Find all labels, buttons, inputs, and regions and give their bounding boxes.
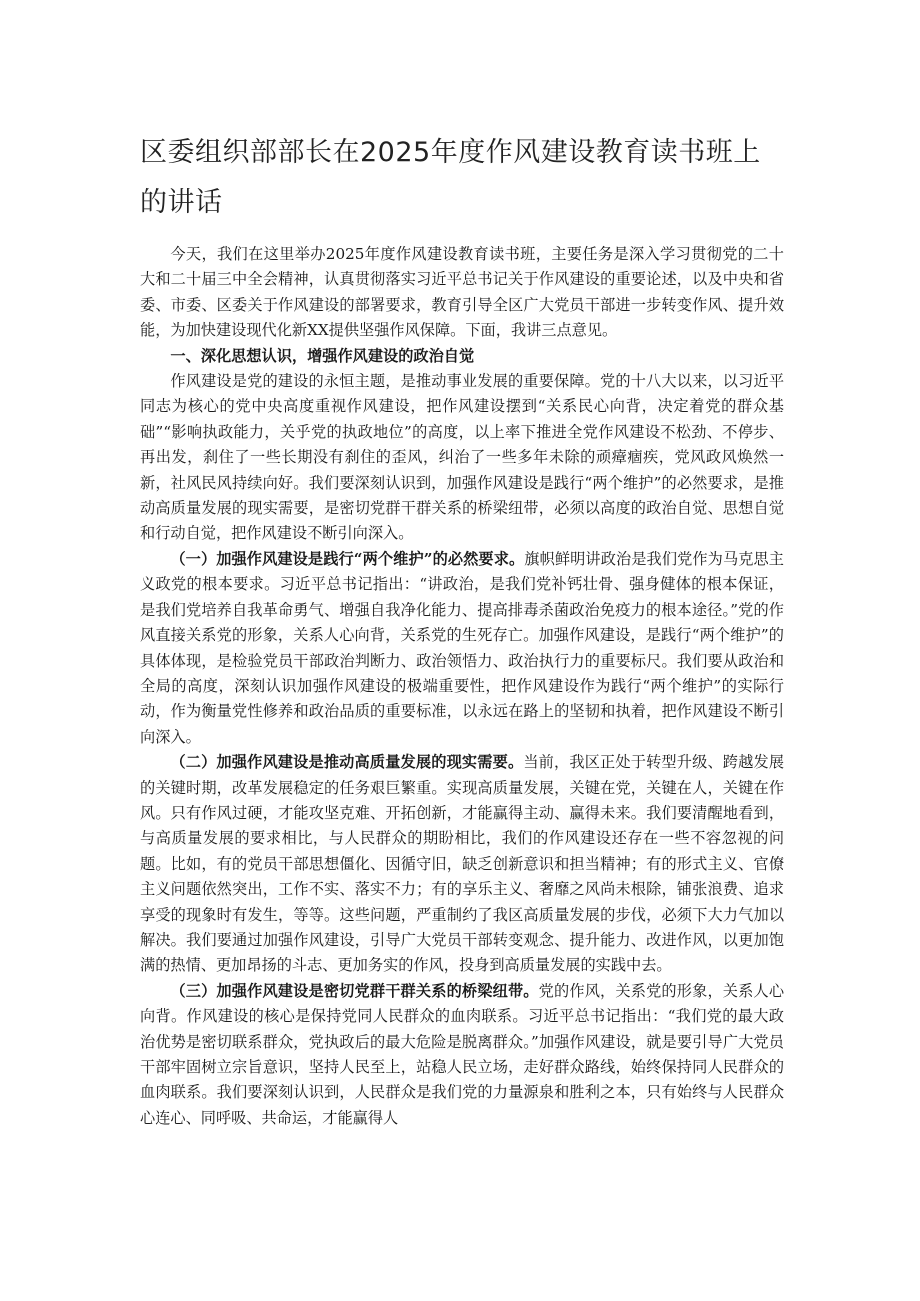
document-title: 区委组织部部长在2025年度作风建设教育读书班上的讲话 (140, 137, 761, 218)
section-1-heading: 一、深化思想认识，增强作风建设的政治自觉 (170, 346, 475, 365)
document-body (140, 242, 784, 1131)
point-3-paragraph (140, 979, 784, 1131)
point-1-paragraph (140, 547, 784, 750)
point-2-paragraph (140, 750, 784, 979)
point-1-lead: （一）加强作风建设是践行“两个维护”的必然要求。 (170, 549, 525, 568)
point-3-text: 党的作风，关系党的形象，关系人心向背。作风建设的核心是保持党同人民群众的血肉联系。习近平总书记指出：“我们党的最大政治优势是密切联系群众，党执政后的最大危险是脱离群众。”加强作风建设，就是要引导广大党员干部牢固树立宗旨意识，坚持人民至上，站稳人民立场，走好群众路线，始终保持同人民群众的血肉联系。我们要深刻认识到，人民群众是我们党的力量源泉和胜利之本，只有始终与人民群众心连心、同呼吸、共命运，才能赢得人 (140, 981, 785, 1127)
point-1-text: 旗帜鲜明讲政治是我们党作为马克思主义政党的根本要求。习近平总书记指出：“讲政治，是我们党补钙壮骨、强身健体的根本保证，是我们党培养自我革命勇气、增强自我净化能力、提高排毒杀菌政治免疫力的根本途径。”党的作风直接关系党的形象，关系人心向背，关系党的生死存亡。加强作风建设，是践行“两个维护”的具体体现，是检验党员干部政治判断力、政治领悟力、政治执行力的重要标尺。我们要从政治和全局的高度，深刻认识加强作风建设的极端重要性，把作风建设作为践行“两个维护”的实际行动，作为衡量党性修养和政治品质的重要标准，以永远在路上的坚韧和执着，把作风建设不断引向深入。 (140, 549, 784, 746)
intro-paragraph: 今天，我们在这里举办2025年度作风建设教育读书班，主要任务是深入学习贯彻党的二十大和二十届三中全会精神，认真贯彻落实习近平总书记关于作风建设的重要论述，以及中央和省委、市委、区委关于作风建设的部署要求，教育引导全区广大党员干部进一步转变作风、提升效能，为加快建设现代化新XX提供坚强作风保障。下面，我讲三点意见。 (140, 245, 784, 340)
point-2-text: 当前，我区正处于转型升级、跨越发展的关键时期，改革发展稳定的任务艰巨繁重。实现高质量发展，关键在党，关键在人，关键在作风。只有作风过硬，才能攻坚克难、开拓创新，才能赢得主动、赢得未来。我们要清醒地看到，与高质量发展的要求相比，与人民群众的期盼相比，我们的作风建设还存在一些不容忽视的问题。比如，有的党员干部思想僵化、因循守旧，缺乏创新意识和担当精神；有的形式主义、官僚主义问题依然突出，工作不实、落实不力；有的享乐主义、奢靡之风尚未根除，铺张浪费、追求享受的现象时有发生，等等。这些问题，严重制约了我区高质量发展的步伐，必须下大力气加以解决。我们要通过加强作风建设，引导广大党员干部转变观念、提升能力、改进作风，以更加饱满的热情、更加昂扬的斗志、更加务实的作风，投身到高质量发展的实践中去。 (140, 753, 785, 975)
point-3-lead: （三）加强作风建设是密切党群干群关系的桥梁纽带。 (170, 981, 539, 1000)
document-page (140, 128, 784, 1131)
point-2-lead: （二）加强作风建设是推动高质量发展的现实需要。 (170, 753, 524, 772)
section-1-paragraph: 作风建设是党的建设的永恒主题，是推动事业发展的重要保障。党的十八大以来，以习近平同志为核心的党中央高度重视作风建设，把作风建设摆到“关系民心向背，决定着党的群众基础”“影响执政能力，关乎党的执政地位”的高度，以上率下推进全党作风建设不松劲、不停步、再出发，刹住了一些长期没有刹住的歪风，纠治了一些多年未除的顽瘴痼疾，党风政风焕然一新，社风民风持续向好。我们要深刻认识到，加强作风建设是践行“两个维护”的必然要求，是推动高质量发展的现实需要，是密切党群干群关系的桥梁纽带，必须以高度的政治自觉、思想自觉和行动自觉，把作风建设不断引向深入。 (140, 372, 784, 543)
